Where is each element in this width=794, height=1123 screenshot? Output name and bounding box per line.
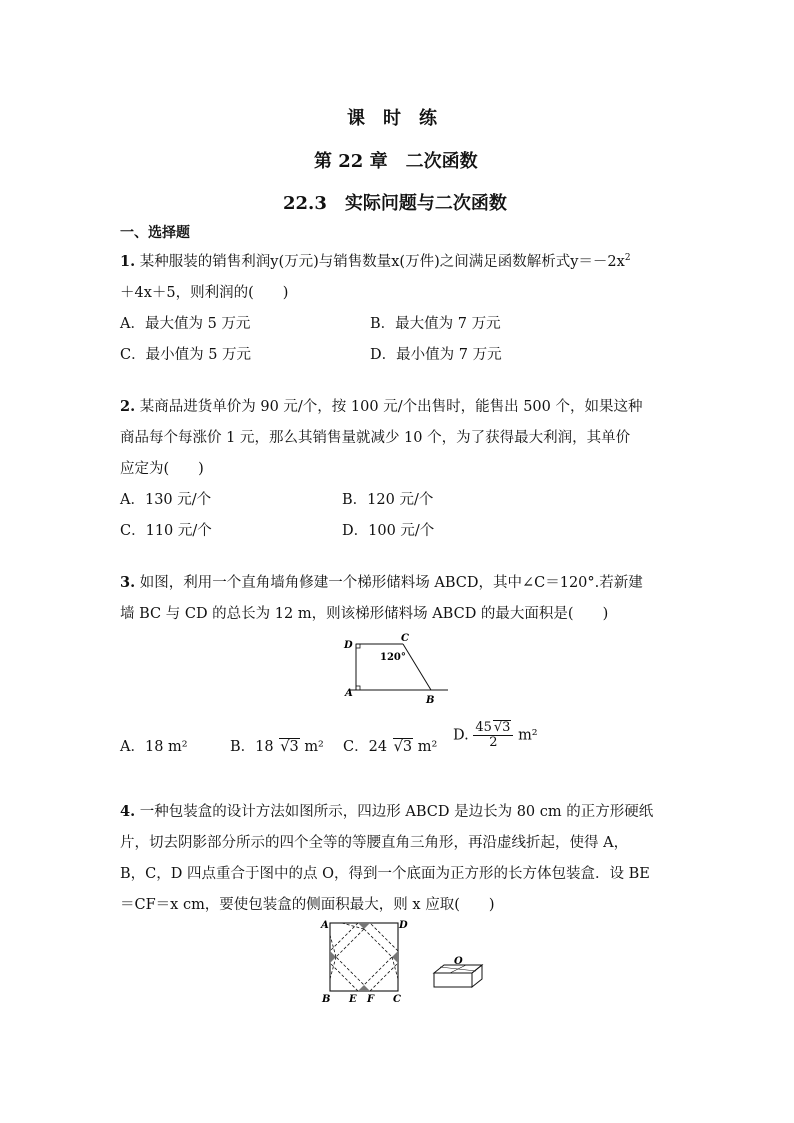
q2-text: 某商品进货单价为 90 元/个，按 100 元/个出售时，能售出 500 个，如果这种 bbox=[139, 399, 643, 415]
q4-line2: 片，切去阴影部分所示的四个全等的等腰直角三角形，再沿虚线折起，使得 A， bbox=[120, 835, 629, 851]
square-cut-figure bbox=[318, 915, 410, 1005]
q3-option-b-radicand: 3 bbox=[289, 739, 299, 755]
fig3-label-a: A bbox=[345, 688, 353, 699]
q3-option-d[interactable] bbox=[453, 720, 538, 751]
q3-option-d-denominator: 2 bbox=[489, 735, 498, 751]
q3-option-d-radicand: 3 bbox=[502, 720, 511, 735]
trapezoid-figure bbox=[338, 630, 458, 710]
q3-option-d-num: 45 bbox=[475, 720, 492, 735]
page-title: 课 时 练 bbox=[347, 108, 437, 129]
q1-option-d[interactable]: D．最小值为 7 万元 bbox=[370, 347, 502, 363]
fig4-label-e: E bbox=[349, 994, 357, 1005]
q3-option-d-numerator bbox=[473, 720, 513, 736]
fig3-angle-label: 120° bbox=[380, 652, 406, 663]
fig4-label-b: B bbox=[322, 994, 331, 1005]
q3-option-b[interactable] bbox=[230, 735, 324, 756]
fig3-label-b: B bbox=[426, 695, 435, 706]
q3-option-d-unit: m² bbox=[518, 727, 538, 744]
q2-option-d[interactable]: D．100 元/个 bbox=[342, 523, 435, 539]
q3-line2: 墙 BC 与 CD 的总长为 12 m，则该梯形储料场 ABCD 的最大面积是( ) bbox=[120, 606, 609, 622]
q2-line2: 商品每个每涨价 1 元，那么其销售量就减少 10 个，为了获得最大利润，其单价 bbox=[120, 430, 631, 446]
q3-option-d-fraction bbox=[473, 720, 513, 751]
q1-option-c[interactable]: C．最小值为 5 万元 bbox=[120, 347, 252, 363]
q3-option-b-root: √3 bbox=[280, 739, 299, 755]
q1-line1 bbox=[120, 250, 631, 271]
section-title: 22.3 实际问题与二次函数 bbox=[283, 193, 507, 214]
q4-number: 4. bbox=[120, 803, 136, 820]
q1-option-b[interactable]: B．最大值为 7 万元 bbox=[370, 316, 501, 332]
chapter-title: 第 22 章 二次函数 bbox=[314, 151, 478, 172]
q3-option-c-root: √3 bbox=[393, 739, 413, 755]
q2-option-b[interactable]: B．120 元/个 bbox=[342, 492, 434, 508]
q3-option-a[interactable]: A．18 m² bbox=[120, 739, 188, 755]
q3-option-b-unit: m² bbox=[304, 739, 324, 755]
q4-text: 一种包装盒的设计方法如图所示，四边形 ABCD 是边长为 80 cm 的正方形硬纸 bbox=[139, 804, 654, 820]
q3-option-c-prefix: C．24 bbox=[343, 739, 388, 755]
fig3-label-d: D bbox=[344, 640, 353, 651]
fig4-label-o: O bbox=[454, 956, 463, 967]
q3-number: 3. bbox=[120, 574, 136, 591]
q3-option-c[interactable] bbox=[343, 735, 437, 756]
q2-option-a[interactable]: A．130 元/个 bbox=[120, 492, 212, 508]
q3-line1 bbox=[120, 571, 643, 592]
q1-option-a[interactable]: A．最大值为 5 万元 bbox=[120, 316, 251, 332]
section-label: 一、选择题 bbox=[120, 225, 190, 241]
q1-text: 某种服装的销售利润y(万元)与销售数量x(万件)之间满足函数解析式y＝－2x bbox=[139, 254, 625, 270]
q3-option-d-prefix: D. bbox=[453, 727, 469, 744]
fig4-label-d: D bbox=[399, 920, 408, 931]
q1-exponent: 2 bbox=[624, 253, 631, 263]
q2-line3: 应定为( ) bbox=[120, 461, 204, 477]
q3-option-d-root: √3 bbox=[493, 720, 511, 735]
q3-option-c-radicand: 3 bbox=[402, 739, 413, 755]
q1-number: 1. bbox=[120, 253, 136, 270]
q2-number: 2. bbox=[120, 398, 136, 415]
q2-option-c[interactable]: C．110 元/个 bbox=[120, 523, 212, 539]
q1-line2: ＋4x＋5，则利润的( ) bbox=[120, 285, 289, 301]
q4-line3: B，C，D 四点重合于图中的点 O，得到一个底面为正方形的长方体包装盒．设 BE bbox=[120, 866, 650, 882]
q4-line1 bbox=[120, 800, 653, 821]
fig4-label-a: A bbox=[321, 920, 329, 931]
q3-text: 如图，利用一个直角墙角修建一个梯形储料场 ABCD，其中∠C＝120°.若新建 bbox=[139, 575, 643, 591]
q3-option-c-unit: m² bbox=[417, 739, 438, 755]
fig4-label-f: F bbox=[367, 994, 375, 1005]
box-figure bbox=[430, 955, 490, 995]
q2-line1 bbox=[120, 395, 642, 416]
q4-line4: ＝CF＝x cm，要使包装盒的侧面积最大，则 x 应取( ) bbox=[120, 897, 495, 913]
fig4-label-c: C bbox=[393, 994, 401, 1005]
fig3-label-c: C bbox=[401, 633, 409, 644]
q3-option-b-prefix: B．18 bbox=[230, 739, 274, 755]
